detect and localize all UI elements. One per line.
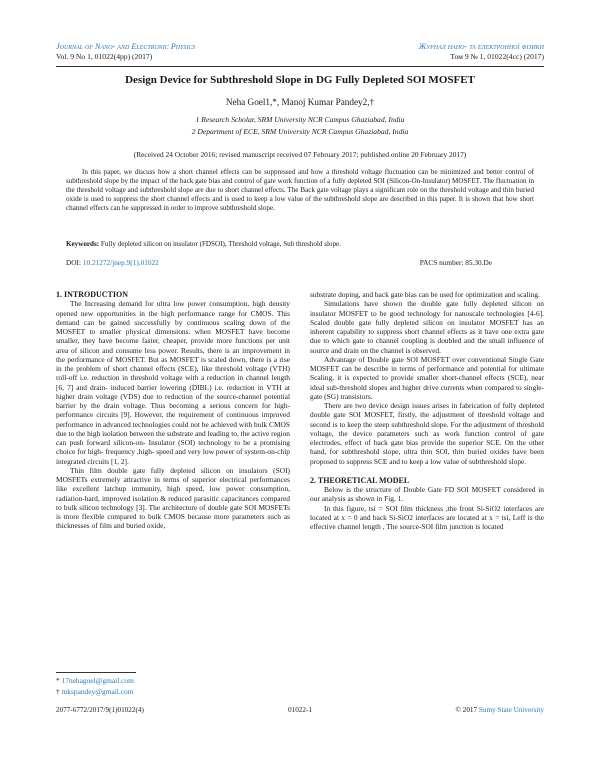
journal-name-ua: Журнал нано- та електронної фізики xyxy=(418,42,544,51)
affiliation-1: 1 Research Scholar, SRM University NCR Campus Ghaziabad, India xyxy=(195,115,405,124)
paragraph: In this figure, tsi = SOI film thickness ,the front Si-SiO2 interfaces are located at x = 0 and back Si-SiO2 interfaces are located at x = tsi, Leff is the effective channel length , The source-SOI film junction is located xyxy=(310,503,544,531)
affiliation-2: 2 Department of ECE, SRM University NCR Campus Ghaziabad, India xyxy=(191,127,409,136)
issn: 2077-6772/2017/9(1)01022(4) xyxy=(56,706,144,714)
paragraph: Below is the structure of Double Gate FD SOI MOSFET considered in our analysis as shown in Fig. 1. xyxy=(310,485,544,504)
keywords-text: Fully depleted silicon on insulator (FDSOI), Threshold voltage, Sub threshold slope. xyxy=(100,240,341,248)
footnote-2: † mkspandey@gmail.com xyxy=(56,687,134,696)
university-link[interactable]: Sumy State University xyxy=(478,706,544,714)
doi xyxy=(66,258,159,267)
volume-en: Vol. 9 No 1, 01022(4pp) (2017) xyxy=(56,51,153,61)
email-link[interactable]: mkspandey@gmail.com xyxy=(61,687,134,696)
page-number: 01022-1 xyxy=(288,706,312,714)
keywords-label: Keywords: xyxy=(66,240,100,248)
footnote-1: * 17nehagoel@gmail.com xyxy=(56,676,134,685)
paper-page xyxy=(56,0,544,776)
paragraph: substrate doping, and back gate bias can be used for optimization and scaling. xyxy=(310,290,540,299)
paragraph: Thin film double gate fully depleted silicon on insulators (SOI) MOSFETs extremely attractive in terms of superior electrical performances like excellent latchup immunity, high speed, low power consumption, radiation-hard, improved isolation & reduced parasitic capacitances compared to bulk silicon technology [3]. The architecture of double gate SOI MOSFETs is more flexible compared to bulk CMOS because more parameters such as thicknesses of film and buried oxide, xyxy=(56,465,290,531)
journal-name-en: Journal of Nano- and Electronic Physics xyxy=(56,42,196,51)
right-column xyxy=(310,290,544,531)
pacs-number: PACS number: 85.30.De xyxy=(419,258,492,267)
paper-title: Design Device for Subthreshold Slope in DG Fully Depleted SOI MOSFET xyxy=(125,74,475,86)
paragraph: Advantage of Double gate SOI MOSFET over conventional Single Gate MOSFET can be describe in terms of performance and potential for ultimate Scaling, it is expected to provide smaller short-channel effects (SCE), near ideal sub-threshold slopes and higher drive currents when compared to single-gate (SG) transistors. xyxy=(310,354,544,401)
paragraph: There are two device design issues arises in fabrication of fully depleted double gate SOI MOSFET, firstly, the adjustment of threshold voltage and second is to keep the steep subthreshold slope. For the adjustment of threshold voltage, the device parameters such as work function control of gate electrodes, effect of back gate bias provide the superior SCE. On the other hand, for subthreshold slope, ultra thin SOI, thin buried oxides have been proposed to suppress SCE and to keep a low value of subthreshold slope. xyxy=(310,401,544,466)
received-dates: (Received 24 October 2016; revised manuscript received 07 February 2017; published online 20 February 2017) xyxy=(133,150,467,159)
header-rule xyxy=(56,66,544,67)
paragraph: The Increasing demand for ultra low power consumption, high density opened new opportunities in the high performance range for CMOS. This demand can be gained successfully by continuous scaling down of the MOSFET to smaller physical dimensions. when MOSFET have become smaller, they have become faster, cheaper, provide more functions per unit area of silicon and consume less power. Results, there is an improvement in the performance of MOSFET. But as MOSFET is scaled down, there is a rise in the problem of short channel effects (SCE), like threshold voltage (VTH) roll-off i.e. reduction in threshold voltage with a reduction in channel length [6, 7] and drain- induced barrier lowering (DIBL) i.e. reduction in VTH at higher drain voltage (VDS) due to reduction of the source-channel potential barrier by the drain voltage. Thus becoming a serious concern for high-performance circuits [9]. However, the requirement of continuous improved performance in advanced technologies could not be achieved with bulk CMOS due to the high isolation between the substrate and leading to, the active region can push forward silicon-on- Insulator (SOI) technology to be a promising choice for high- frequency ,high- speed and very low power of system-on-chip integrated circuits [1, 2]. xyxy=(56,299,290,466)
volume-ua: Том 9 № 1, 01022(4cc) (2017) xyxy=(450,51,544,61)
authors: Neha Goel1,*, Manoj Kumar Pandey2,† xyxy=(225,97,375,107)
section-heading-theoretical-model: 2. THEORETICAL MODEL xyxy=(310,475,410,485)
copyright: © 2017 Sumy State University xyxy=(455,706,544,714)
abstract: In this paper, we discuss how a short channel effects can be suppressed and how a threshold voltage fluctuation can be minimized and better control of subthreshold slope by the impact of the back gate bias and control of gate work function of a fully depleted SOI (Silicon-On-Insulator) MOSFET. The fluctuation in the threshold voltage and subthreshold slope are due to short channel effects. The Back gate voltage plays a significant role on the threshold voltage and thin buried oxide is used to suppress the short channel effects and is used to keep a low value of the subthreshold slope are described in this paper. It is shown that how short channel effects can be suppressed in order to improve subthreshold slope. xyxy=(66,168,534,213)
left-column xyxy=(56,290,290,531)
doi-link[interactable]: 10.21272/jnep.9(1).01022 xyxy=(82,258,159,267)
email-link[interactable]: 17nehagoel@gmail.com xyxy=(61,676,134,685)
paragraph: Simulations have shown the double gate fully depleted silicon on insulator MOSFET to be good technology for nanoscale technologies [4-6]. Scaled double gate fully depleted silicon on insulator MOSFET has an inherent capability to suppress short channel effects as it have one extra gate due to which gate to channel coupling is doubled and the small influence of source and drain on the channel is observed. xyxy=(310,299,544,355)
keywords xyxy=(66,240,534,248)
section-heading-introduction: 1. INTRODUCTION xyxy=(56,290,129,299)
footnote-rule xyxy=(56,672,136,673)
doi-label: DOI: xyxy=(66,258,81,267)
